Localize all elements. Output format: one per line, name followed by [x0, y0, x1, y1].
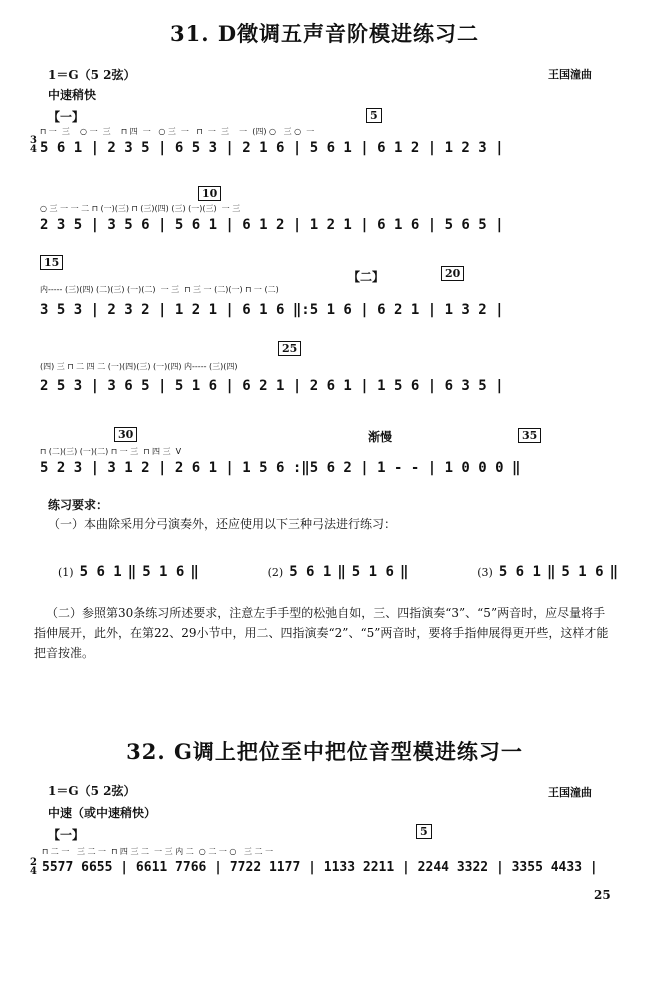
notation-row-4: 2 5 3 | 3 6 5 | 5 1 6 | 6 2 1 | 2 6 1 | 1 5 6 | 6 3 5 | — [40, 378, 504, 394]
piece32-key: 1＝G（5 2弦） — [48, 784, 136, 798]
piece32-section-1: 【一】 — [48, 828, 85, 842]
bowing-example-b: 5 1 6 — [561, 564, 604, 580]
notation-row-2: 2 3 5 | 3 5 6 | 5 6 1 | 6 1 2 | 1 2 1 | 6 1 6 | 5 6 5 | — [40, 217, 504, 233]
double-bar: ‖ — [546, 564, 556, 580]
fingering-row-3: 内----- (三)(四) (二)(三) (一)(二) 一 三 ⊓ 三 一 (二)(一) ⊓ 一 (二) — [40, 285, 279, 294]
bowing-example — [58, 564, 199, 580]
requirements-title: 练习要求： — [48, 498, 109, 512]
notation-row-3: 3 5 3 | 2 3 2 | 1 2 1 | 6 1 6 ‖:5 1 6 | 6 2 1 | 1 3 2 | — [40, 302, 504, 318]
double-bar: ‖ — [399, 564, 409, 580]
fingering-row-5: ⊓ (二)(三) (一)(二) ⊓ 一 三 ⊓ 四 三 V — [40, 447, 182, 456]
measure-number: 30 — [114, 427, 137, 442]
ritardando-mark: 渐慢 — [368, 430, 393, 444]
bowing-example-label: (1) — [58, 565, 74, 579]
notation-row-5: 5 2 3 | 3 1 2 | 2 6 1 | 1 5 6 :‖5 6 2 | 1 - - | 1 0 0 0 ‖ — [40, 460, 521, 476]
bowing-example-b: 5 1 6 — [142, 564, 185, 580]
piece32-title: 32. G调上把位至中把位音型模进练习一 — [126, 739, 523, 764]
piece31-key: 1＝G（5 2弦） — [48, 68, 136, 82]
requirement-2: （二）参照第30条练习所述要求，注意左手手型的松弛自如，三、四指演奏“3”、“5”两音时，应尽量将手指伸展开，此外，在第22、29小节中，用二、四指演奏“2”、“5”两音时，要将手指伸展得更开些，这样才能把音按准。 — [34, 606, 609, 660]
notation-row-1: 5 6 1 | 2 3 5 | 6 5 3 | 2 1 6 | 5 6 1 | 6 1 2 | 1 2 3 | — [40, 140, 504, 156]
page-number: 25 — [594, 888, 611, 902]
bowing-example-label: (3) — [477, 565, 493, 579]
piece31-section-1: 【一】 — [48, 110, 85, 124]
double-bar: ‖ — [127, 564, 137, 580]
bowing-example-a: 5 6 1 — [498, 564, 541, 580]
piece31-tempo: 中速稍快 — [48, 88, 97, 102]
double-bar: ‖ — [190, 564, 199, 580]
piece31-composer: 王国潼曲 — [548, 68, 592, 81]
measure-number: 20 — [441, 266, 464, 281]
time-signature: 3 4 — [30, 135, 37, 155]
piece31-title: 31. D徵调五声音阶模进练习二 — [169, 21, 480, 46]
measure-number: 5 — [366, 108, 382, 123]
piece32-composer: 王国潼曲 — [548, 786, 592, 799]
measure-number: 5 — [416, 824, 432, 839]
double-bar: ‖ — [337, 564, 346, 580]
bowing-examples — [58, 564, 618, 580]
bowing-example-b: 5 1 6 — [351, 564, 394, 580]
requirement-1: （一）本曲除采用分弓演奏外，还应使用以下三种弓法进行练习： — [48, 517, 397, 531]
bowing-example — [268, 564, 409, 580]
bowing-example — [477, 564, 618, 580]
measure-number: 35 — [518, 428, 541, 443]
bowing-example-a: 5 6 1 — [289, 564, 332, 580]
time-signature: 2 4 — [30, 857, 37, 877]
fingering-row-2: ○ 三 一 一 二 ⊓ (一)(三) ⊓ (三)(四) (三) (一)(三) 一 三 — [40, 204, 241, 213]
bowing-example-label: (2) — [267, 565, 284, 579]
measure-number: 25 — [278, 341, 301, 356]
double-bar: ‖ — [609, 564, 618, 580]
fingering-row-4: (四) 三 ⊓ 二 四 二 (一)(四)(三) (一)(四) 内----- (三)(四) — [40, 362, 238, 371]
fingering-row-1: ⊓ 一 三 ○ 一 三 ⊓ 四 一 ○ 三 一 ⊓ 一 三 一 (四) ○ 三 ○ 一 — [40, 127, 315, 136]
notation-row-32: 5577 6655 | 6611 7766 | 7722 1177 | 1133 2211 | 2244 3322 | 3355 4433 | — [42, 860, 598, 875]
bowing-example-a: 5 6 1 — [79, 564, 122, 580]
measure-number: 10 — [198, 186, 221, 201]
fingering-row-32: ⊓ 二 一 三 二 一 ⊓ 四 三 二 一 三 内 二 ○ 二 一 ○ 三 二 一 — [42, 847, 274, 856]
measure-number: 15 — [40, 255, 63, 270]
piece32-tempo: 中速（或中速稍快） — [48, 806, 157, 820]
piece31-section-2: 【二】 — [348, 270, 385, 284]
